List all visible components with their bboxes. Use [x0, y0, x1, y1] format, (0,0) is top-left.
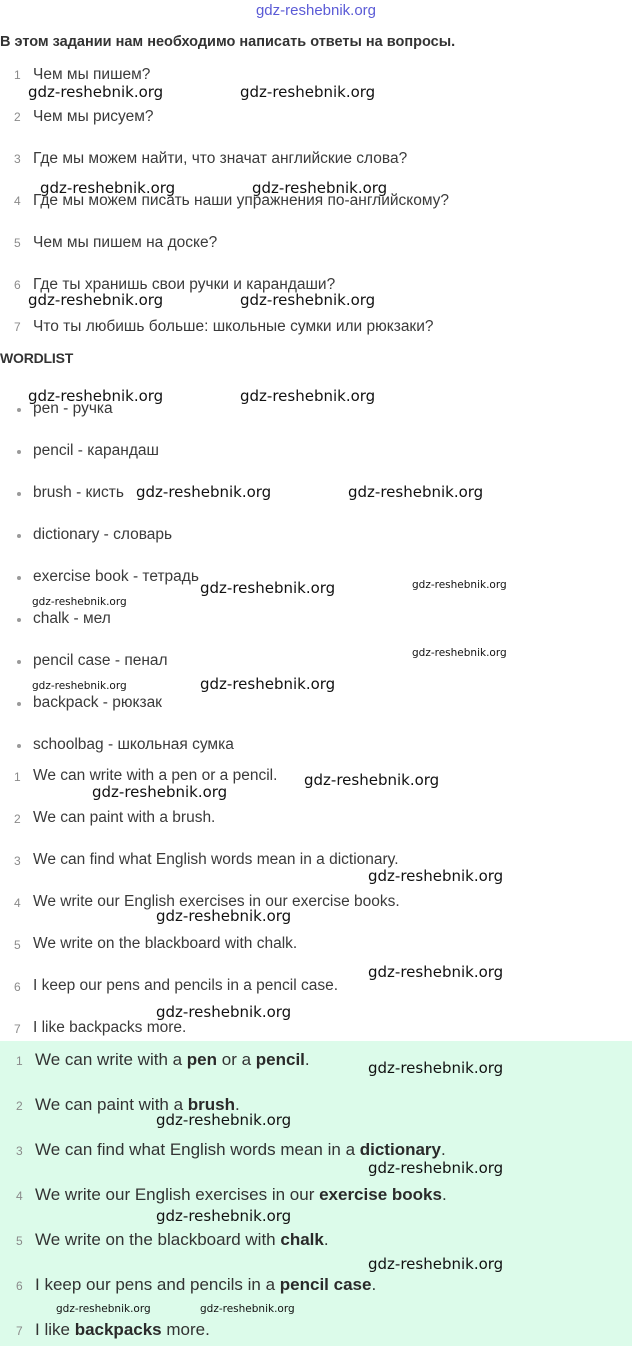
answer-fragment: or a [217, 1050, 256, 1069]
answer-fragment: I keep our pens and pencils in a [35, 1275, 280, 1294]
answer-keyword: backpacks [74, 1320, 162, 1339]
watermark: gdz-reshebnik.org [156, 1003, 292, 1021]
answer-fragment: We can write with a [35, 1050, 187, 1069]
highlight-answer [35, 1185, 447, 1205]
watermark: gdz-reshebnik.org [240, 83, 376, 101]
watermark: gdz-reshebnik.org [200, 1303, 295, 1315]
answer-keyword: pencil [255, 1050, 305, 1069]
question-number: 4 [14, 194, 21, 208]
bullet-icon [17, 618, 21, 622]
watermark: gdz-reshebnik.org [28, 83, 164, 101]
answer-keyword: pencil case [279, 1275, 372, 1294]
answer-fragment: . [371, 1275, 377, 1294]
watermark: gdz-reshebnik.org [156, 1207, 292, 1225]
watermark: gdz-reshebnik.org [304, 771, 440, 789]
answer-text: I keep our pens and pencils in a pencil case. [33, 977, 339, 994]
bullet-icon [17, 744, 21, 748]
highlight-number: 1 [16, 1054, 23, 1068]
bullet-icon [17, 576, 21, 580]
watermark: gdz-reshebnik.org [156, 907, 292, 925]
wordlist-item: schoolbag - школьная сумка [33, 736, 234, 753]
task-intro: В этом задании нам необходимо написать ответы на вопросы. [0, 34, 456, 50]
bullet-icon [17, 450, 21, 454]
wordlist-item: pencil case - пенал [33, 652, 168, 669]
answer-fragment: We can paint with a [35, 1095, 188, 1114]
wordlist-item: chalk - мел [33, 610, 111, 627]
wordlist-item: brush - кисть [33, 484, 124, 501]
watermark: gdz-reshebnik.org [252, 179, 388, 197]
question-text: Чем мы пишем на доске? [33, 234, 218, 251]
question-text: Где ты хранишь свои ручки и карандаши? [33, 276, 336, 293]
question-number: 2 [14, 110, 21, 124]
highlight-number: 3 [16, 1144, 23, 1158]
highlight-answer [35, 1050, 310, 1070]
answer-fragment: more. [161, 1320, 210, 1339]
answer-fragment: . [235, 1095, 240, 1114]
question-number: 7 [14, 320, 21, 334]
answer-number: 4 [14, 896, 21, 910]
bullet-icon [17, 534, 21, 538]
watermark: gdz-reshebnik.org [32, 596, 127, 608]
watermark: gdz-reshebnik.org [40, 179, 176, 197]
answer-number: 7 [14, 1022, 21, 1036]
answer-keyword: pen [186, 1050, 218, 1069]
question-text: Где мы можем найти, что значат английские слова? [33, 150, 408, 167]
watermark: gdz-reshebnik.org [412, 647, 507, 659]
watermark: gdz-reshebnik.org [200, 675, 336, 693]
wordlist-item: pencil - карандаш [33, 442, 159, 459]
highlight-answer [35, 1275, 376, 1295]
answer-text: We write on the blackboard with chalk. [33, 935, 298, 952]
answer-fragment: We write on the blackboard with [35, 1230, 281, 1249]
wordlist-heading: WORDLIST [0, 350, 74, 366]
watermark: gdz-reshebnik.org [156, 1111, 292, 1129]
watermark: gdz-reshebnik.org [200, 579, 336, 597]
answer-number: 2 [14, 812, 21, 826]
watermark: gdz-reshebnik.org [368, 1255, 504, 1273]
answer-fragment: We can find what English words mean in a [35, 1140, 360, 1159]
watermark: gdz-reshebnik.org [28, 291, 164, 309]
answer-text: We can write with a pen or a pencil. [33, 767, 278, 784]
question-text: Чем мы пишем? [33, 66, 151, 83]
bullet-icon [17, 702, 21, 706]
highlight-number: 2 [16, 1099, 23, 1113]
answer-fragment: . [323, 1230, 329, 1249]
question-number: 6 [14, 278, 21, 292]
watermark: gdz-reshebnik.org [32, 680, 127, 692]
question-number: 5 [14, 236, 21, 250]
question-text: Чем мы рисуем? [33, 108, 154, 125]
answer-text: We can find what English words mean in a dictionary. [33, 851, 399, 868]
bullet-icon [17, 660, 21, 664]
bullet-icon [17, 492, 21, 496]
highlight-answer [35, 1320, 210, 1340]
highlight-number: 4 [16, 1189, 23, 1203]
answer-keyword: brush [187, 1095, 236, 1114]
watermark: gdz-reshebnik.org [368, 1159, 504, 1177]
answer-number: 1 [14, 770, 21, 784]
question-text: Где мы можем писать наши упражнения по-английскому? [33, 192, 450, 209]
answer-number: 5 [14, 938, 21, 952]
watermark: gdz-reshebnik.org [136, 483, 272, 501]
answer-number: 6 [14, 980, 21, 994]
watermark: gdz-reshebnik.org [240, 291, 376, 309]
site-header-link[interactable]: gdz-reshebnik.org [255, 2, 377, 19]
answer-fragment: We write our English exercises in our [35, 1185, 320, 1204]
watermark: gdz-reshebnik.org [92, 783, 228, 801]
watermark: gdz-reshebnik.org [240, 387, 376, 405]
question-number: 3 [14, 152, 21, 166]
answer-keyword: chalk [280, 1230, 324, 1249]
highlight-number: 7 [16, 1324, 23, 1338]
watermark: gdz-reshebnik.org [368, 1059, 504, 1077]
question-number: 1 [14, 68, 21, 82]
answer-fragment: . [441, 1140, 446, 1159]
question-text: Что ты любишь больше: школьные сумки или рюкзаки? [33, 318, 434, 335]
answer-text: We can paint with a brush. [33, 809, 216, 826]
answer-number: 3 [14, 854, 21, 868]
watermark: gdz-reshebnik.org [56, 1303, 151, 1315]
wordlist-item: pen - ручка [33, 400, 113, 417]
watermark: gdz-reshebnik.org [368, 963, 504, 981]
answer-keyword: dictionary [359, 1140, 441, 1159]
bullet-icon [17, 408, 21, 412]
watermark: gdz-reshebnik.org [368, 867, 504, 885]
watermark: gdz-reshebnik.org [28, 387, 164, 405]
highlight-answer [35, 1140, 446, 1160]
answer-fragment: I like [35, 1320, 75, 1339]
answer-text: We write our English exercises in our exercise books. [33, 893, 400, 910]
answer-fragment: . [304, 1050, 310, 1069]
answer-fragment: . [441, 1185, 447, 1204]
highlight-answer [35, 1230, 329, 1250]
answer-text: I like backpacks more. [33, 1019, 187, 1036]
answer-keyword: exercise books [319, 1185, 442, 1204]
wordlist-item: backpack - рюкзак [33, 694, 162, 711]
watermark: gdz-reshebnik.org [412, 579, 507, 591]
highlight-number: 5 [16, 1234, 23, 1248]
wordlist-item: exercise book - тетрадь [33, 568, 199, 585]
watermark: gdz-reshebnik.org [348, 483, 484, 501]
wordlist-item: dictionary - словарь [33, 526, 173, 543]
highlight-number: 6 [16, 1279, 23, 1293]
